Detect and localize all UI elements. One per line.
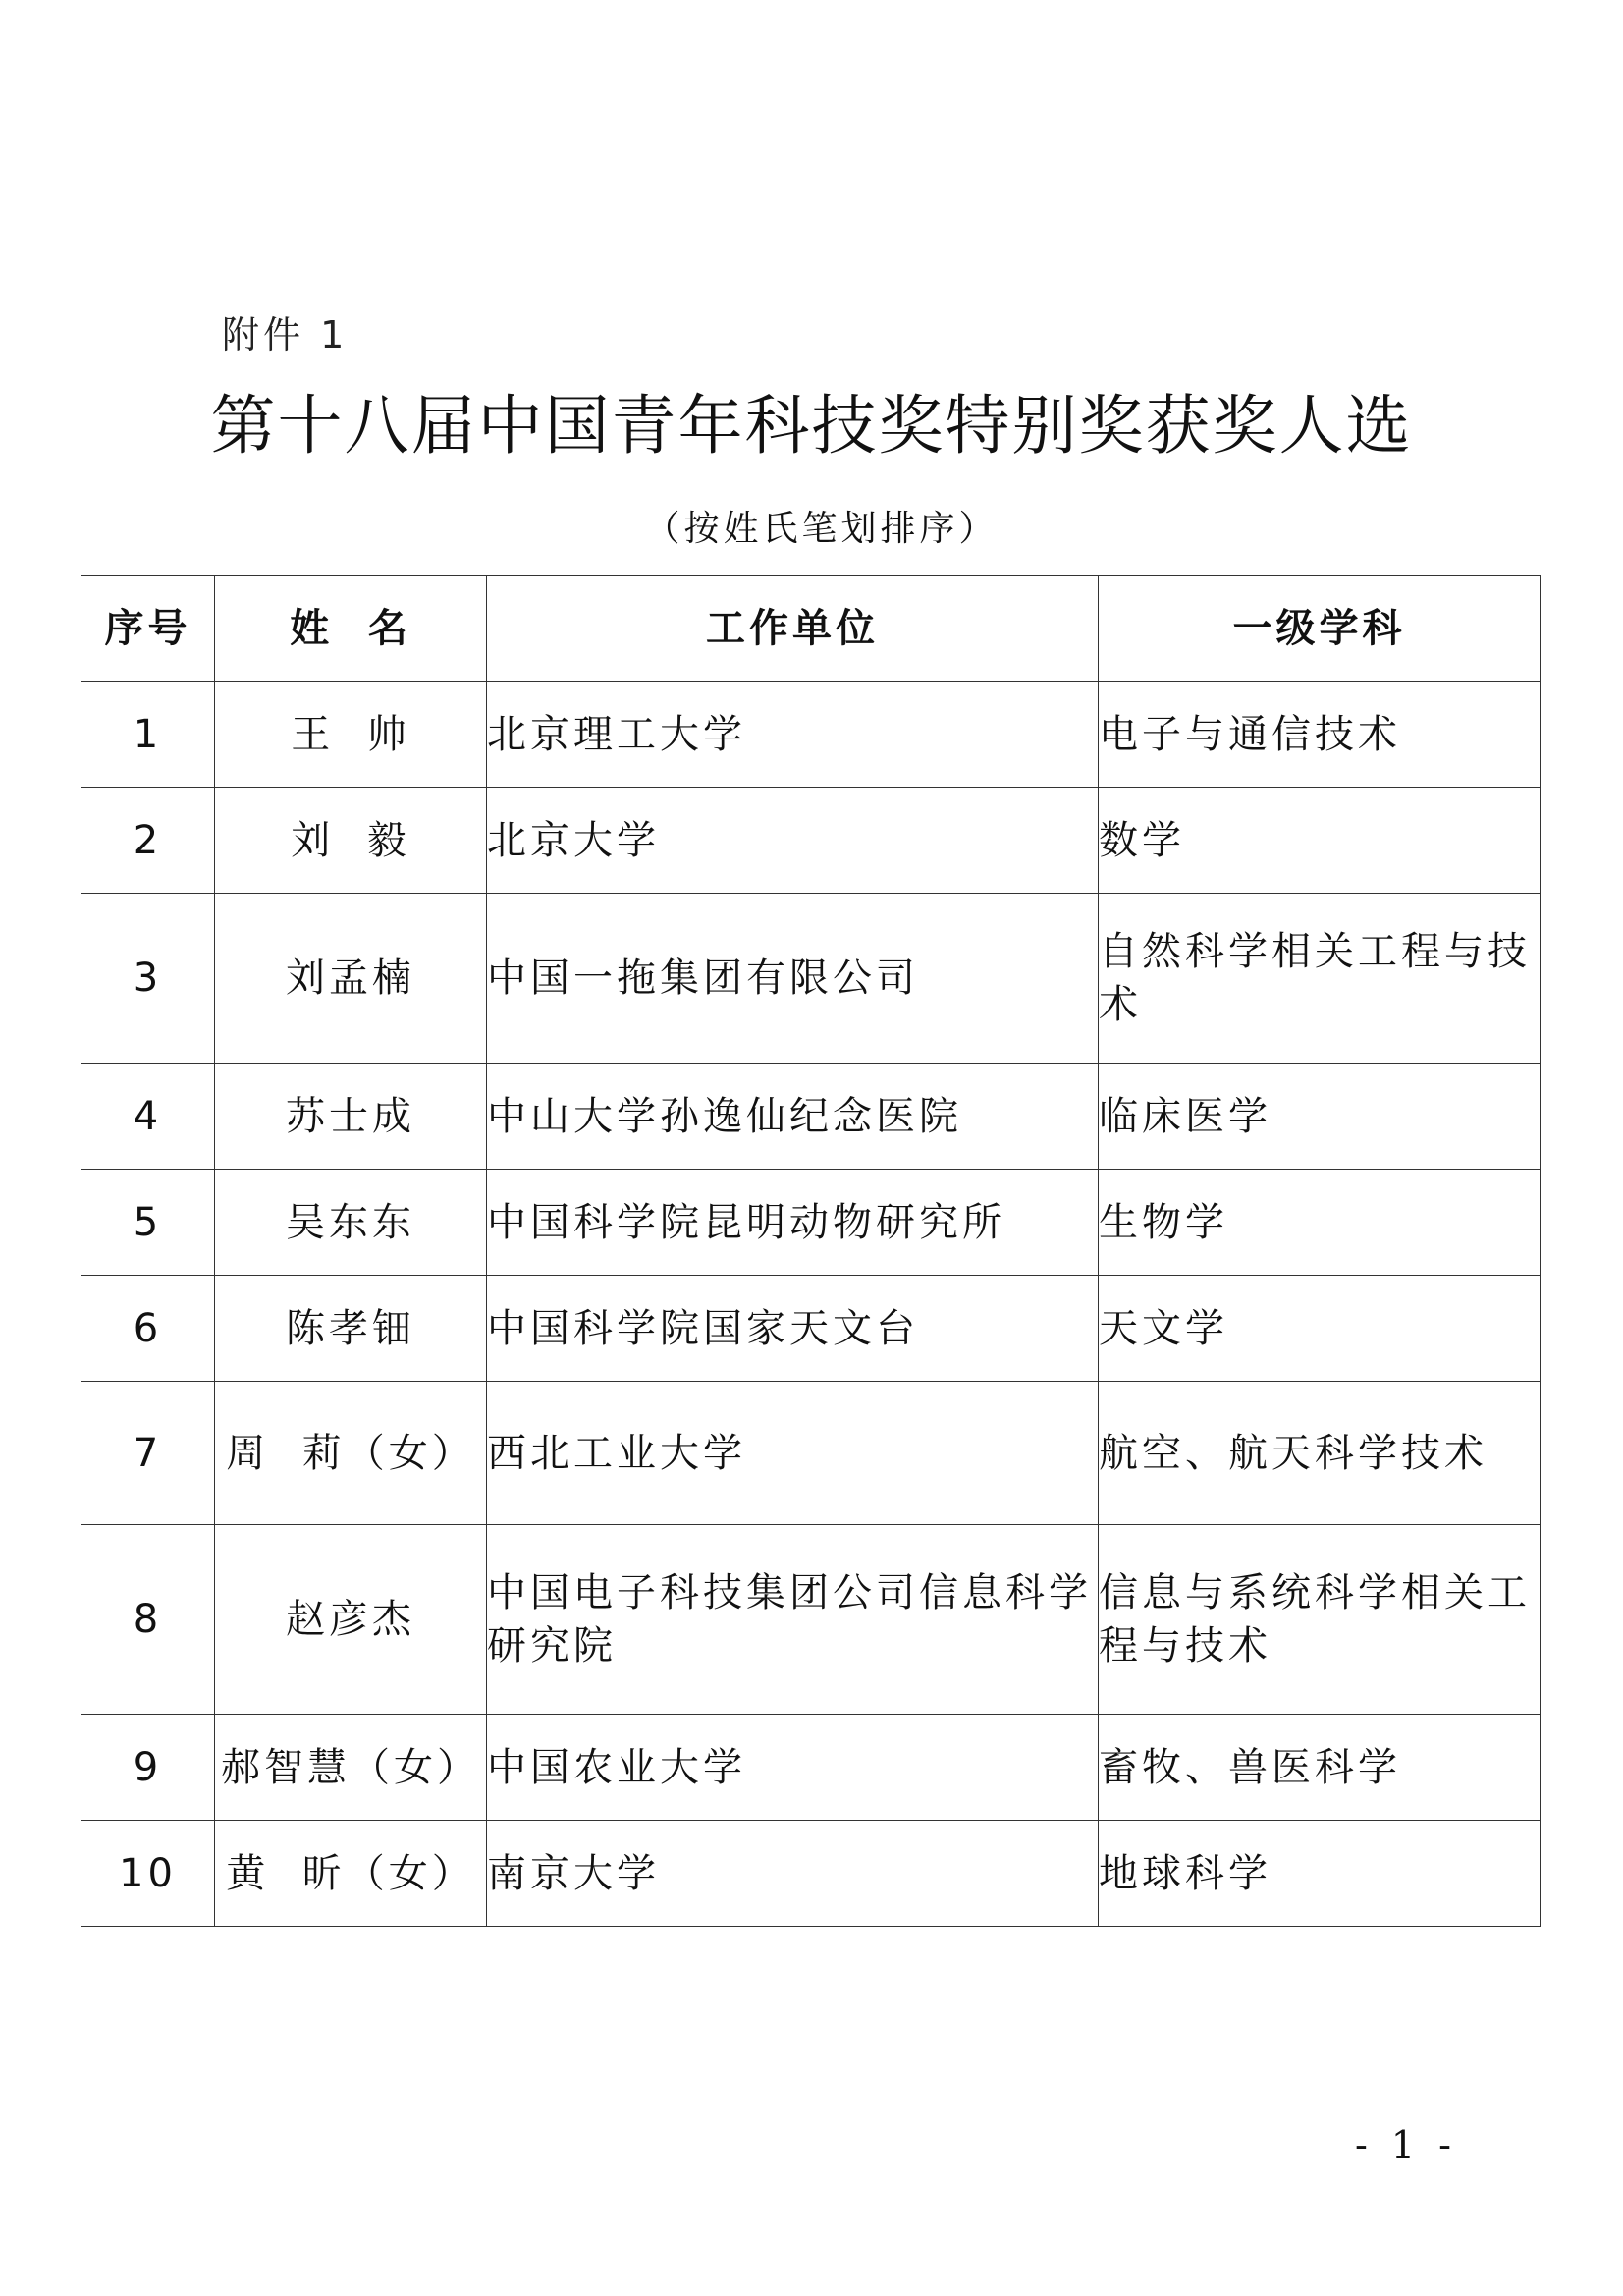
- row-unit: 中国一拖集团有限公司: [487, 894, 1099, 1064]
- attachment-label: 附件 1: [222, 313, 349, 356]
- row-seq: 6: [81, 1276, 215, 1382]
- row-subject: 电子与通信技术: [1099, 682, 1541, 788]
- row-seq: 9: [81, 1715, 215, 1821]
- table-row: [81, 682, 1541, 788]
- row-name: 王 帅: [215, 682, 487, 788]
- row-subject: 天文学: [1099, 1276, 1541, 1382]
- row-unit: 南京大学: [487, 1821, 1099, 1927]
- row-subject: 地球科学: [1099, 1821, 1541, 1927]
- page-subtitle: （按姓氏笔划排序）: [644, 509, 999, 549]
- row-seq: 8: [81, 1525, 215, 1715]
- header-seq: 序号: [81, 576, 215, 682]
- table-row: [81, 894, 1541, 1064]
- table-row: [81, 788, 1541, 894]
- row-subject: 生物学: [1099, 1170, 1541, 1276]
- row-subject: 信息与系统科学相关工程与技术: [1099, 1525, 1541, 1715]
- row-seq: 5: [81, 1170, 215, 1276]
- row-unit: 北京大学: [487, 788, 1099, 894]
- row-seq: 3: [81, 894, 215, 1064]
- row-name: 周 莉（女）: [215, 1382, 487, 1525]
- row-subject: 畜牧、兽医科学: [1099, 1715, 1541, 1821]
- table-row: [81, 1525, 1541, 1715]
- row-name: 赵彦杰: [215, 1525, 487, 1715]
- row-name: 刘孟楠: [215, 894, 487, 1064]
- row-seq: 10: [81, 1821, 215, 1927]
- header-subject: 一级学科: [1099, 576, 1541, 682]
- row-seq: 7: [81, 1382, 215, 1525]
- table-row: [81, 1715, 1541, 1821]
- row-name: 刘 毅: [215, 788, 487, 894]
- page-title: 第十八届中国青年科技奖特别奖获奖人选: [210, 388, 1413, 464]
- row-name: 苏士成: [215, 1064, 487, 1170]
- row-unit: 中山大学孙逸仙纪念医院: [487, 1064, 1099, 1170]
- table-header-row: [81, 576, 1541, 682]
- table-row: [81, 1064, 1541, 1170]
- table-row: [81, 1276, 1541, 1382]
- row-seq: 4: [81, 1064, 215, 1170]
- row-unit: 中国科学院国家天文台: [487, 1276, 1099, 1382]
- row-name: 吴东东: [215, 1170, 487, 1276]
- table-row: [81, 1170, 1541, 1276]
- table-row: [81, 1821, 1541, 1927]
- row-name: 黄 昕（女）: [215, 1821, 487, 1927]
- row-unit: 中国农业大学: [487, 1715, 1099, 1821]
- row-subject: 航空、航天科学技术: [1099, 1382, 1541, 1525]
- table-row: [81, 1382, 1541, 1525]
- row-seq: 1: [81, 682, 215, 788]
- row-unit: 西北工业大学: [487, 1382, 1099, 1525]
- row-name: 陈孝钿: [215, 1276, 487, 1382]
- row-subject: 临床医学: [1099, 1064, 1541, 1170]
- page-number: - 1 -: [1355, 2123, 1458, 2166]
- row-name: 郝智慧（女）: [215, 1715, 487, 1821]
- row-subject: 数学: [1099, 788, 1541, 894]
- row-seq: 2: [81, 788, 215, 894]
- row-unit: 中国电子科技集团公司信息科学研究院: [487, 1525, 1099, 1715]
- row-unit: 北京理工大学: [487, 682, 1099, 788]
- row-unit: 中国科学院昆明动物研究所: [487, 1170, 1099, 1276]
- header-unit: 工作单位: [487, 576, 1099, 682]
- header-name: 姓 名: [215, 576, 487, 682]
- awardee-table: [81, 575, 1541, 1927]
- row-subject: 自然科学相关工程与技术: [1099, 894, 1541, 1064]
